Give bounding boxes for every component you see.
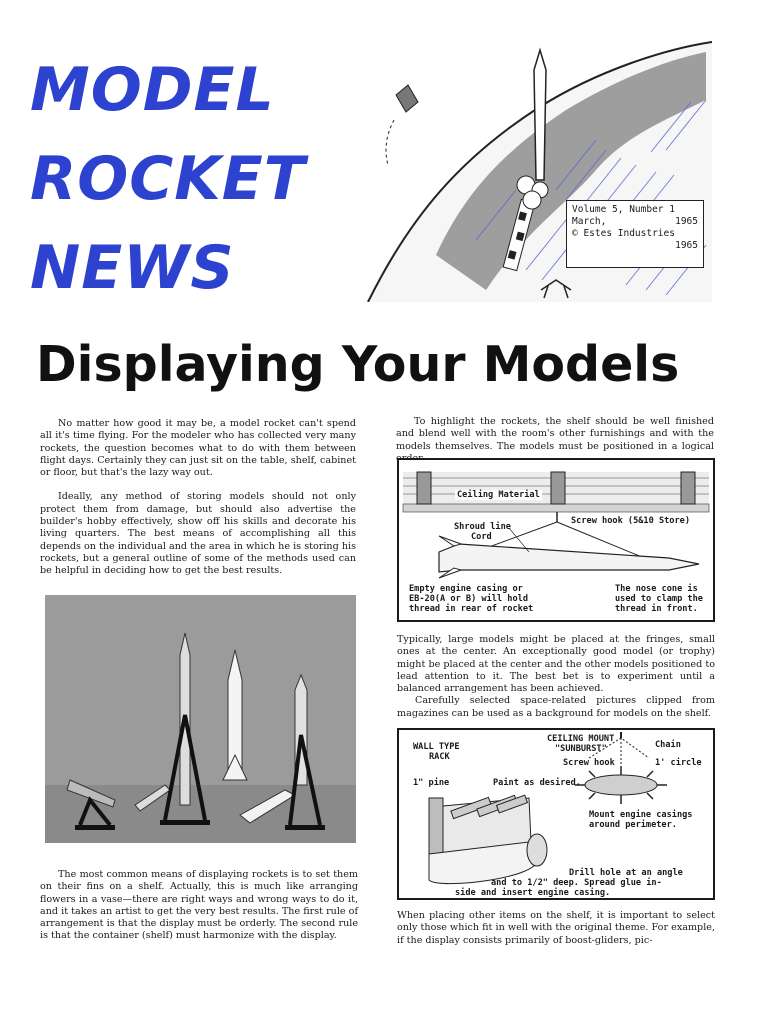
masthead-line-2: ROCKET	[30, 144, 306, 214]
circle-size-label: 1' circle	[655, 758, 702, 768]
drill-note-line-3: side and insert engine casing.	[455, 888, 611, 898]
left-note-line-1: Empty engine casing or	[409, 584, 523, 594]
wall-rack-title-line-1: WALL TYPE	[413, 742, 460, 752]
issue-month: March,	[572, 216, 607, 227]
mount-note-line-1: Mount engine casings	[589, 810, 693, 820]
rack-and-sunburst-diagram	[397, 728, 715, 900]
paragraph: When placing other items on the shelf, it is important to select only those which fit in well with the original theme. For example, if the display consists primarily of boost-gliders, pic-	[397, 910, 715, 946]
ceiling-mount-title-line-2: "SUNBURST"	[555, 744, 607, 754]
right-column-middle	[397, 634, 715, 720]
issue-info-box	[566, 200, 704, 268]
chain-label: Chain	[655, 740, 681, 750]
masthead	[30, 46, 360, 313]
capsule-illustration	[386, 85, 418, 165]
right-column-bottom	[397, 910, 715, 947]
paragraph: Ideally, any method of storing models should not only protect them from damage, but should also advertise the builder's hobby effectively, show off his skills and decorate his living quarters. The best means of accomplishing all this depends on the individual and the area in which he is storing his rockets, but a general outline of some of the methods used can be helpful in deciding how to get the best results.	[40, 491, 356, 577]
rocket-display-photo	[45, 595, 356, 843]
paragraph: To highlight the rockets, the shelf should be well finished and blend well with the room's other furnishings and with the models themselves. The models must be positioned in a logical	[396, 416, 714, 452]
drill-note-line-2: and to 1/2" deep. Spread glue in-	[491, 878, 662, 888]
ceiling-hang-diagram	[397, 458, 715, 622]
paragraph: Typically, large models might be placed at the fringes, small ones at the center. An exceptionally good model (or trophy) might be placed at the center and the other models positioned to lead attention to it. The best bet is to experiment until a balanced arrangement has been achieved.	[397, 634, 715, 695]
issue-copyright: © Estes Industries	[572, 228, 675, 239]
pine-label: 1" pine	[413, 778, 450, 788]
paragraph: The most common means of displaying rockets is to set them on their fins on a shelf. Actually, this is much like arranging flowers in a vase—there are right ways and wrong ways to do it, and it takes an artist to get the very best results. The first rule of arrangement is that the display must be orderly. The second rule is that the container (shelf) must harmonize with the display.	[40, 869, 358, 942]
left-column-bottom	[40, 869, 358, 943]
left-note-line-2: EB-20(A or B) will hold	[409, 594, 528, 604]
right-note-line-3: thread in front.	[615, 604, 698, 614]
screw-hook-label-2: Screw hook	[563, 758, 615, 768]
issue-year: 1965	[675, 216, 698, 227]
ceiling-material-label: Ceiling Material	[457, 490, 540, 500]
cord-label: Cord	[471, 532, 492, 542]
drill-note-line-1: Drill hole at an angle	[569, 868, 683, 878]
wall-rack-title-line-2: RACK	[429, 752, 450, 762]
left-note-line-3: thread in rear of rocket	[409, 604, 534, 614]
shroud-line-label: Shroud line	[454, 522, 511, 532]
issue-copyright-year: 1965	[675, 240, 698, 251]
left-column-top	[40, 418, 356, 578]
paragraph: No matter how good it may be, a model rocket can't spend all it's time flying. For the modeler who has collected very many rockets, the question becomes what to do with them between flight days. Certainly they can just sit on the table, shelf, cabinet or floor, but that's the lazy way out.	[40, 418, 356, 479]
page-title: Displaying Your Models	[36, 336, 680, 393]
paragraph: Carefully selected space-related pictures clipped from magazines can be used as a background for models on the shelf.	[397, 695, 715, 719]
screw-hook-label: Screw hook (5&10 Store)	[571, 516, 690, 526]
masthead-line-1: MODEL	[30, 55, 275, 125]
right-note-line-2: used to clamp the	[615, 594, 703, 604]
masthead-line-3: NEWS	[30, 233, 235, 303]
right-note-line-1: The nose cone is	[615, 584, 698, 594]
paint-label: Paint as desired.	[493, 778, 581, 788]
ceiling-mount-title-line-1: CEILING MOUNT	[547, 734, 615, 744]
issue-volume: Volume 5, Number 1	[572, 204, 675, 215]
mount-note-line-2: around perimeter.	[589, 820, 677, 830]
